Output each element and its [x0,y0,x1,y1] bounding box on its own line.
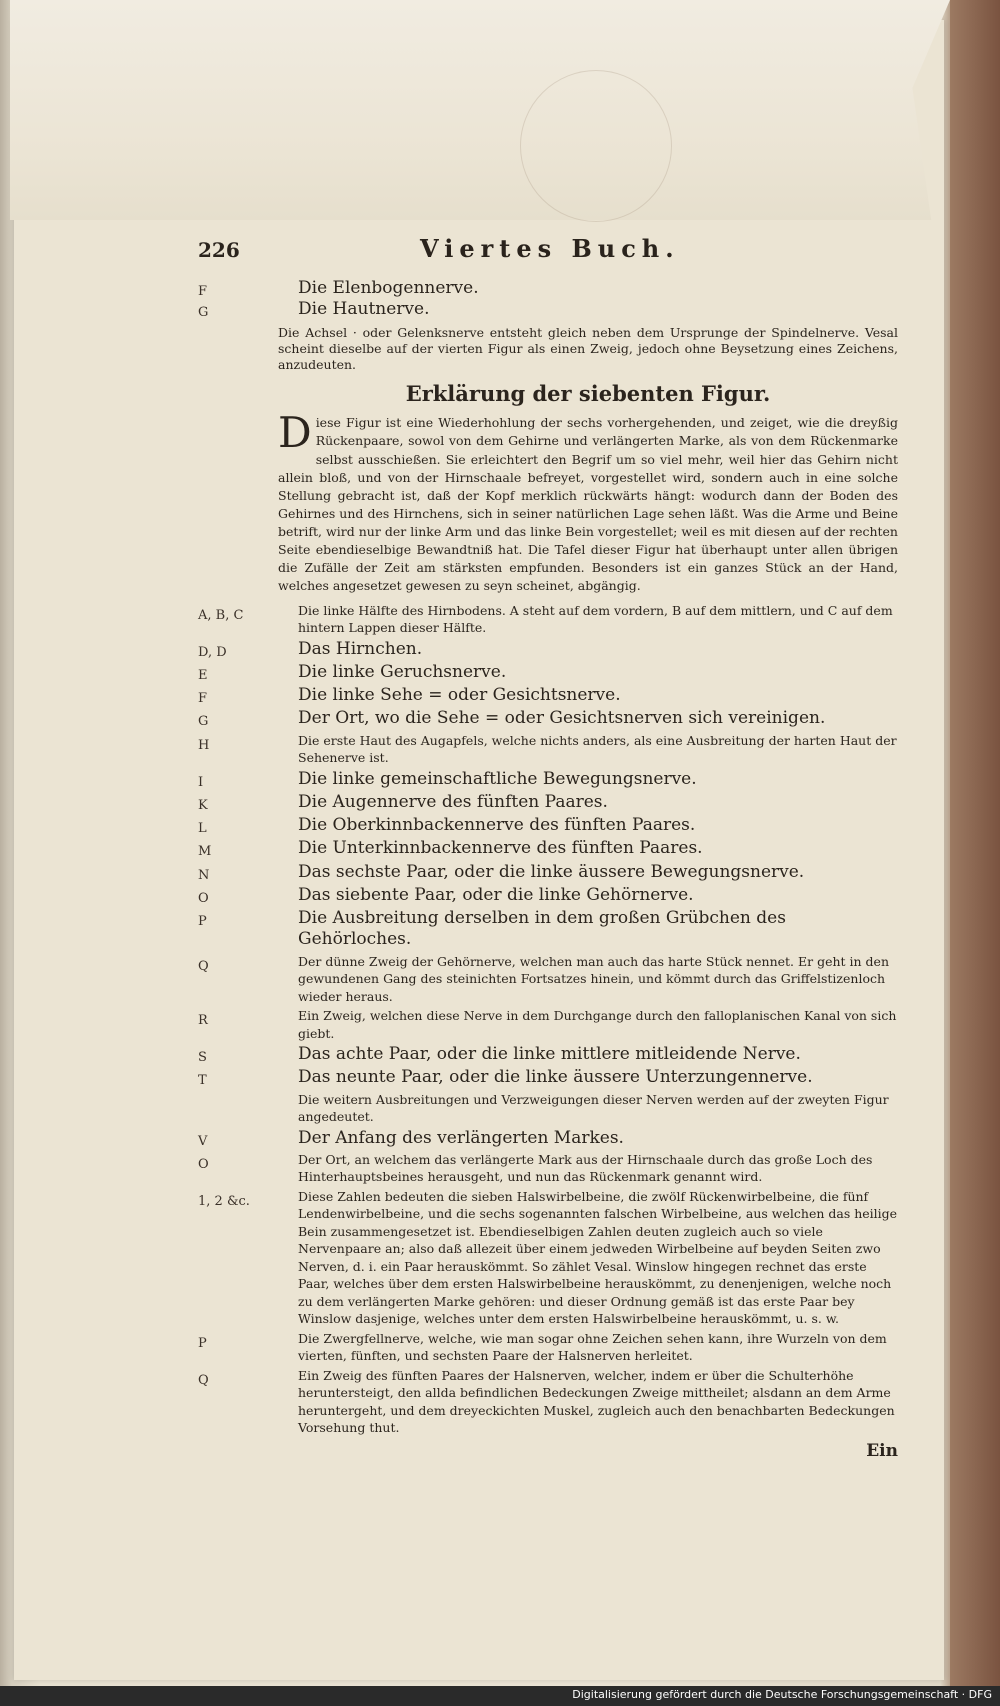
entry [198,1067,898,1088]
entry-text: Das neunte Paar, oder die linke äussere Unterzungennerve. [298,1067,813,1088]
entry-text: Das Hirnchen. [298,638,423,659]
entry [198,792,898,813]
entry-label: A, B, C [198,607,244,623]
entry [198,685,898,706]
entry-label: Q [198,1372,209,1388]
entry-text: Die Unterkinnbackennerve des fünften Paares. [298,838,703,859]
entry-label: D, D [198,644,227,660]
dropcap: D [278,408,312,458]
entry-label [198,1091,298,1126]
entry-label: I [198,774,204,790]
entry-text: Diese Zahlen bedeuten die sieben Halswirbelbeine, die zwölf Rückenwirbelbeine, die fünf Lendenwirbelbeine, und die sechs sogenannten falschen Wirbelbeine, aus welchen das heilige Bein zusammengesetzet ist. Ebendieselbigen Zahlen deuten zugleich auch so viele Nervenpaare an; also daß allezeit über einem jedweden Wirbelbeine auf beyden Seiten zwo Nerven, d. i. ein Paar herauskömmt. So zählet Vesal. Winslow hingegen rechnet das erste Paar, welches über dem ersten Halswirbelbeine herauskömmt, zu denenjenigen, welche noch zu dem verlängerten Marke gehören: und dieser Ordnung gemäß ist das erste Paar bey Winslow dasjenige, welches unter dem ersten Halswirbelbeine herauskömmt, u. s. w. [298,1188,898,1327]
entry-text: Das achte Paar, oder die linke mittlere mitleidende Nerve. [298,1044,801,1064]
entry-label: O [198,1156,209,1172]
entry-text: Die Ausbreitung derselben in dem großen Grübchen des Gehörloches. [298,908,786,950]
entry-text: Der Ort, an welchem das verlängerte Mark aus der Hirnschaale durch das große Loch des Hinterhauptsbeines herausgeht, und nun das Rückenmark genannt wird. [298,1151,873,1185]
entry-text: Die Oberkinnbackennerve des fünften Paares. [298,815,696,835]
entry-text: Die Zwergfellnerve, welche, wie man sogar ohne Zeichen sehen kann, ihre Wurzeln von dem vierten, fünften, und sechsten Paare der Halsnerven herleitet. [298,1330,887,1364]
entry-label: G [198,714,209,730]
entry-text: Die Elenbogennerve. [298,278,479,298]
entry [198,1367,898,1437]
entry [198,862,898,883]
entry-label: M [198,844,212,860]
entry-label: L [198,821,207,836]
footer-credit: Digitalisierung gefördert durch die Deutsche Forschungsgemeinschaft · DFG [572,1688,992,1701]
entry-text: Ein Zweig des fünften Paares der Halsnerven, welcher, indem er über die Schulterhöhe heruntersteigt, den allda befindlichen Bedeckungen Zweige mittheilet; alsdann an dem Arme heruntergeht, und dem dreyeckichten Muskel, zugleich auch den benachbarten Bedeckungen Vorsehung thut. [298,1367,895,1436]
entry-label: S [198,1050,207,1065]
entry-text: Der dünne Zweig der Gehörnerve, welchen man auch das harte Stück nennet. Er geht in den gewundenen Gang des steinichten Fortsatzes hinein, und kömmt durch das Griffelstizenloch wieder heraus. [298,953,889,1004]
entry [198,1151,898,1186]
entry-label: P [198,1335,207,1351]
entry [198,602,898,637]
entry [198,815,898,836]
entry [198,953,898,1006]
intro-paragraph: Die Achsel · oder Gelenksnerve entsteht gleich neben dem Ursprunge der Spindelnerve. Vesal scheint dieselbe auf der vierten Figur als einen Zweig, jedoch ohne Beysetzung eines Zeichens, anzudeuten. [278,324,898,372]
book-edge [950,0,1000,1706]
entry-text: Die Hautnerve. [298,299,430,320]
entry-label: P [198,914,207,929]
main-paragraph [278,408,898,595]
entry [198,732,898,767]
entry-label: E [198,667,208,683]
entry [198,838,898,859]
entry [198,708,898,729]
entry-label: G [198,305,209,321]
entry [198,1128,898,1149]
running-title: Viertes Buch. [420,234,680,263]
entry [198,639,898,660]
legend-entries [198,602,898,1437]
entry [198,885,898,906]
section-heading: Erklärung der siebenten Figur. [405,381,771,407]
entry-text: Die erste Haut des Augapfels, welche nichts anders, als eine Ausbreitung der harten Haut der Sehenerve ist. [298,732,897,765]
entry-text: Das siebente Paar, oder die linke Gehörnerve. [298,884,694,905]
entry-text: Der Ort, wo die Sehe = oder Gesichtsnerven sich vereinigen. [298,708,826,729]
page-number: 226 [198,238,240,262]
entry-label: H [198,737,210,753]
entry-text: Ein Zweig, welchen diese Nerve in dem Durchgange durch den falloplanischen Kanal von sich giebt. [298,1008,897,1041]
entry [198,299,898,320]
entry [198,1091,898,1126]
entry-text: Das sechste Paar, oder die linke äussere Bewegungsnerve. [298,861,805,882]
catchword: Ein [866,1440,898,1461]
entry-label: N [198,867,210,883]
entry [198,769,898,790]
entry [198,662,898,683]
entry-label: T [198,1073,207,1089]
entry-label: 1, 2 &c. [198,1193,250,1209]
entry-label: O [198,890,209,906]
entry [198,278,898,299]
entry-text: Der Anfang des verlängerten Markes. [298,1127,624,1148]
entry-text: Die linke Hälfte des Hirnbodens. A steht auf dem vordern, B auf dem mittlern, und C auf dem hintern Lappen dieser Hälfte. [298,602,893,635]
entry-label: Q [198,958,209,974]
entry-label: V [198,1133,208,1149]
entry-text: Die linke Geruchsnerve. [298,661,507,682]
library-stamp-faint [520,70,672,222]
entry [198,1044,898,1065]
folded-page-top [10,0,950,220]
entry [198,1007,898,1042]
entry-text: Die linke gemeinschaftliche Bewegungsnerve. [298,768,697,789]
page-content [198,278,898,1461]
entry-label: R [198,1013,208,1028]
entry-label: F [198,284,208,299]
entry [198,1330,898,1365]
entry-text: Die linke Sehe = oder Gesichtsnerve. [298,685,621,705]
entry-text: Die Augennerve des fünften Paares. [298,791,608,812]
entry [198,1188,898,1328]
entry [198,908,898,951]
entry-label: K [198,797,208,813]
main-paragraph-text: iese Figur ist eine Wiederhohlung der sechs vorhergehenden, und zeiget, wie die dreyßig Rückenpaare, sowol von dem Gehirne und verlängerten Marke, als von dem Rückenmarke selbst ausschießen. Sie erleichtert den Begrif um so viel mehr, weil hier das Gehirn nicht allein bloß, und von der Hirnschaale befreyet, vorgestellet wird, sondern auch in eine solche Stellung gebracht ist, daß der Kopf merklich rückwärts hängt: wodurch dann der Boden des Gehirnes und des Hirnchens, sich in seiner natürlichen Lage sehen läßt. Was die Arme und Beine betrift, wird nur der linke Arm und das linke Bein vorgestellet; weil es mit diesen auf der rechten Seite ebendieselbige Bewandtniß hat. Die Tafel dieser Figur hat überhaupt unter allen übrigen die Zufälle der Zeit am stärksten empfunden. Besonders ist ein ganzes Stück an der Hand, welches angesetzet gewesen zu seyn scheinet, abgängig. [278,415,898,594]
entry-text: Die weitern Ausbreitungen und Verzweigungen dieser Nerven werden auf der zweyten Figur angedeutet. [298,1091,889,1124]
entry-label: F [198,691,208,706]
